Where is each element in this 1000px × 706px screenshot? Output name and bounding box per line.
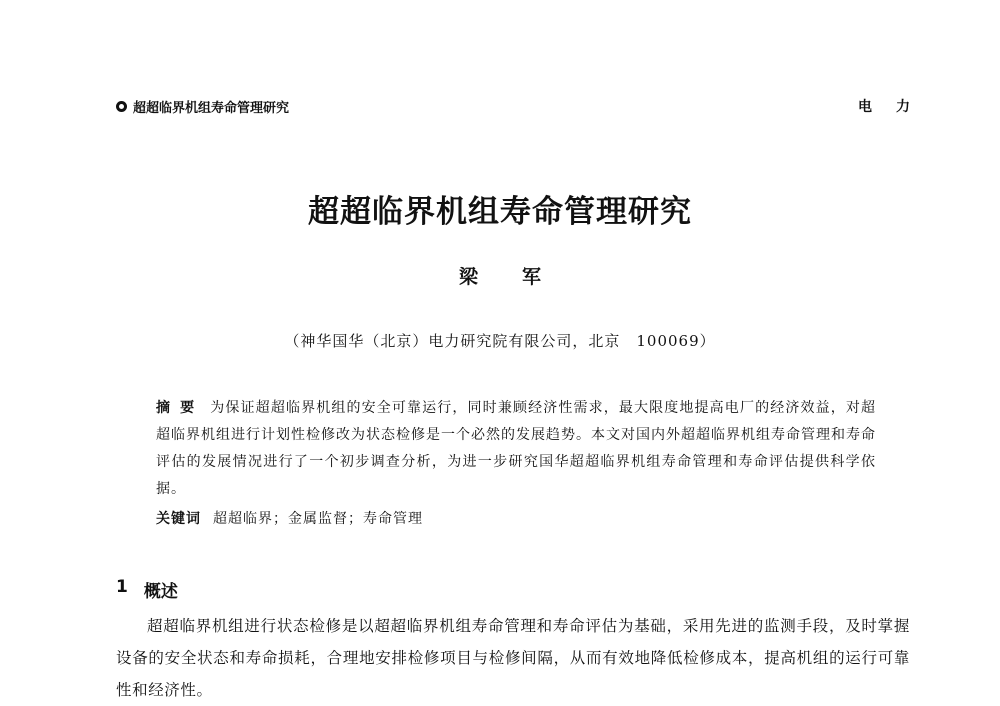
author-affiliation: （神华国华（北京）电力研究院有限公司，北京 100069）: [284, 332, 716, 350]
abstract-label: 摘要: [156, 400, 205, 416]
author-name: 梁军: [458, 266, 585, 288]
section-title: 概述: [143, 582, 178, 602]
running-header-left: [116, 97, 289, 116]
keywords-label: 关键词: [156, 511, 201, 527]
journal-name: 电力: [858, 99, 934, 115]
paper-title: 超超临界机组寿命管理研究: [308, 194, 692, 230]
bullet-icon: [116, 101, 127, 112]
keywords-text: 超超临界；金属监督；寿命管理: [213, 511, 423, 527]
section-number: 1: [116, 577, 128, 597]
abstract: [156, 395, 876, 503]
running-header-title: 超超临界机组寿命管理研究: [133, 100, 290, 116]
abstract-text: 为保证超超临界机组的安全可靠运行，同时兼顾经济性需求，最大限度地提高电厂的经济效益，对超超临界机组进行计划性检修改为状态检修是一个必然的发展趋势。本文对国内外超超临界机组寿命管理和寿命评估的发展情况进行了一个初步调查分析，为进一步研究国华超超临界机组寿命管理和寿命评估提供科学依据。: [156, 400, 877, 497]
section-heading: [116, 577, 178, 602]
section-body-text: 超超临界机组进行状态检修是以超超临界机组寿命管理和寿命评估为基础，采用先进的监测手段，及时掌握设备的安全状态和寿命损耗，合理地安排检修项目与检修间隔，从而有效地降低检修成本，提高机组的运行可靠性和经济性。: [116, 617, 910, 699]
keywords: [156, 506, 876, 533]
running-header: [116, 95, 934, 117]
